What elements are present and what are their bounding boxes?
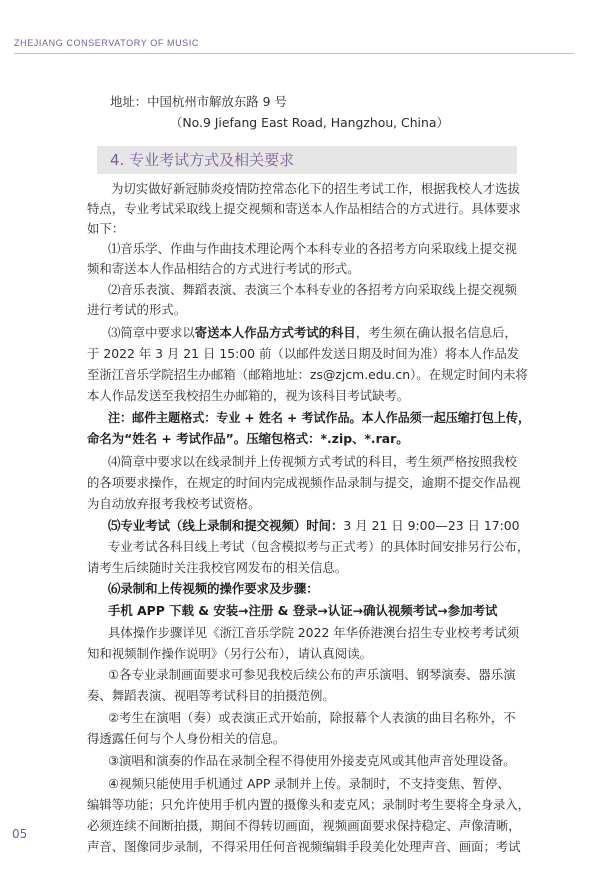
item5-time: 3 月 21 日 9:00—23 日 17:00 — [343, 518, 520, 533]
item4-line: ⑷简章中要求以在线录制并上传视频方式考试的科目，考生须严格按照我校 — [108, 454, 517, 469]
req1-line: 奏、舞蹈表演、视唱等考试科目的拍摄范例。 — [87, 688, 335, 703]
intro-line: 特点，专业考试采取线上提交视频和寄送本人作品相结合的方式进行。具体要求 — [87, 201, 521, 216]
req2-line: 得透露任何与个人身份相关的信息。 — [87, 731, 286, 746]
intro-line: 如下： — [87, 221, 125, 236]
item3-line: 本人作品发送至我校招生办邮箱的，视为该科目考试缺考。 — [87, 388, 410, 403]
item1-line: 频和寄送本人作品相结合的方式进行考试的形式。 — [87, 261, 360, 276]
item6-detail-line: 具体操作步骤详见《浙江音乐学院 2022 年华侨港澳台招生专业校考考试须 — [108, 625, 520, 640]
section-title: 4. 专业考试方式及相关要求 — [110, 151, 295, 169]
page-number: 05 — [12, 827, 28, 841]
req4-line: 声音、图像同步录制，不得采用任何音视频编辑手段美化处理声音、画面；考试 — [87, 839, 521, 854]
note-line: 注：邮件主题格式：专业 + 姓名 + 考试作品。本人作品须一起压缩打包上传， — [108, 410, 531, 425]
item5-label: ⑸专业考试（线上录制和提交视频）时间： — [108, 518, 344, 533]
intro-line: 为切实做好新冠肺炎疫情防控常态化下的招生考试工作，根据我校人才选拔 — [111, 181, 520, 196]
req4-line: ④视频只能使用手机通过 APP 录制并上传。录制时，不支持变焦、暂停、 — [108, 776, 510, 791]
item5-line — [108, 515, 520, 536]
item5-note-line: 专业考试各科目线上考试（包含模拟考与正式考）的具体时间安排另行公布， — [108, 539, 530, 554]
item6-detail-line: 知和视频制作操作说明》（另行公布），请认真阅读。 — [87, 646, 372, 661]
item5-note-line: 请考生后续随时关注我校官网发布的相关信息。 — [87, 560, 348, 575]
address-english: （No.9 Jiefang East Road, Hangzhou, China） — [170, 115, 449, 130]
req4-line: 必须连续不间断拍摄，期间不得转切画面，视频画面要求保持稳定、声像清晰， — [87, 818, 521, 833]
item3-line: 至浙江音乐学院招生办邮箱（邮箱地址：zs@zjcm.edu.cn）。在规定时间内未将 — [87, 367, 528, 382]
item4-line: 的各项要求操作，在规定的时间内完成视频作品录制与提交，逾期不提交作品视 — [87, 475, 521, 490]
item6-title: ⑹录制和上传视频的操作要求及步骤： — [108, 581, 319, 596]
item3-suffix: ，考生须在确认报名信息后， — [355, 325, 517, 340]
req4-line: 编辑等功能；只允许使用手机内置的摄像头和麦克风；录制时考生要将全身录入， — [87, 797, 530, 812]
note-line: 命名为“姓名 + 考试作品”。压缩包格式：*.zip、*.rar。 — [87, 431, 409, 446]
item6-flow: 手机 APP 下载 & 安装→注册 & 登录→认证→确认视频考试→参加考试 — [108, 603, 498, 618]
item3-line: 于 2022 年 3 月 21 日 15:00 前（以邮件发送日期及时间为准）将本人作品发 — [87, 346, 520, 361]
header-divider — [14, 53, 574, 54]
item3-bold-subject: 寄送本人作品方式考试的科目 — [194, 325, 356, 340]
item3-prefix: ⑶简章中要求以 — [108, 325, 195, 340]
item2-line: 进行考试的形式。 — [87, 302, 187, 317]
req1-line: ①各专业录制画面要求可参见我校后续公布的声乐演唱、钢琴演奏、器乐演 — [108, 667, 516, 682]
item1-line: ⑴音乐学、作曲与作曲技术理论两个本科专业的各招考方向采取线上提交视 — [108, 241, 517, 256]
req2-line: ②考生在演唱（奏）或表演正式开始前，除报幕个人表演的曲目名称外，不 — [108, 710, 516, 725]
header-title: ZHEJIANG CONSERVATORY OF MUSIC — [14, 38, 200, 48]
item2-line: ⑵音乐表演、舞蹈表演、表演三个本科专业的各招考方向采取线上提交视频 — [108, 282, 517, 297]
item3-line — [108, 322, 517, 343]
req3-line: ③演唱和演奏的作品在录制全程不得使用外接麦克风或其他声音处理设备。 — [108, 753, 516, 768]
item4-line: 为自动放弃报考我校考试资格。 — [87, 496, 261, 511]
address-line: 地址：中国杭州市解放东路 9 号 — [110, 94, 287, 109]
